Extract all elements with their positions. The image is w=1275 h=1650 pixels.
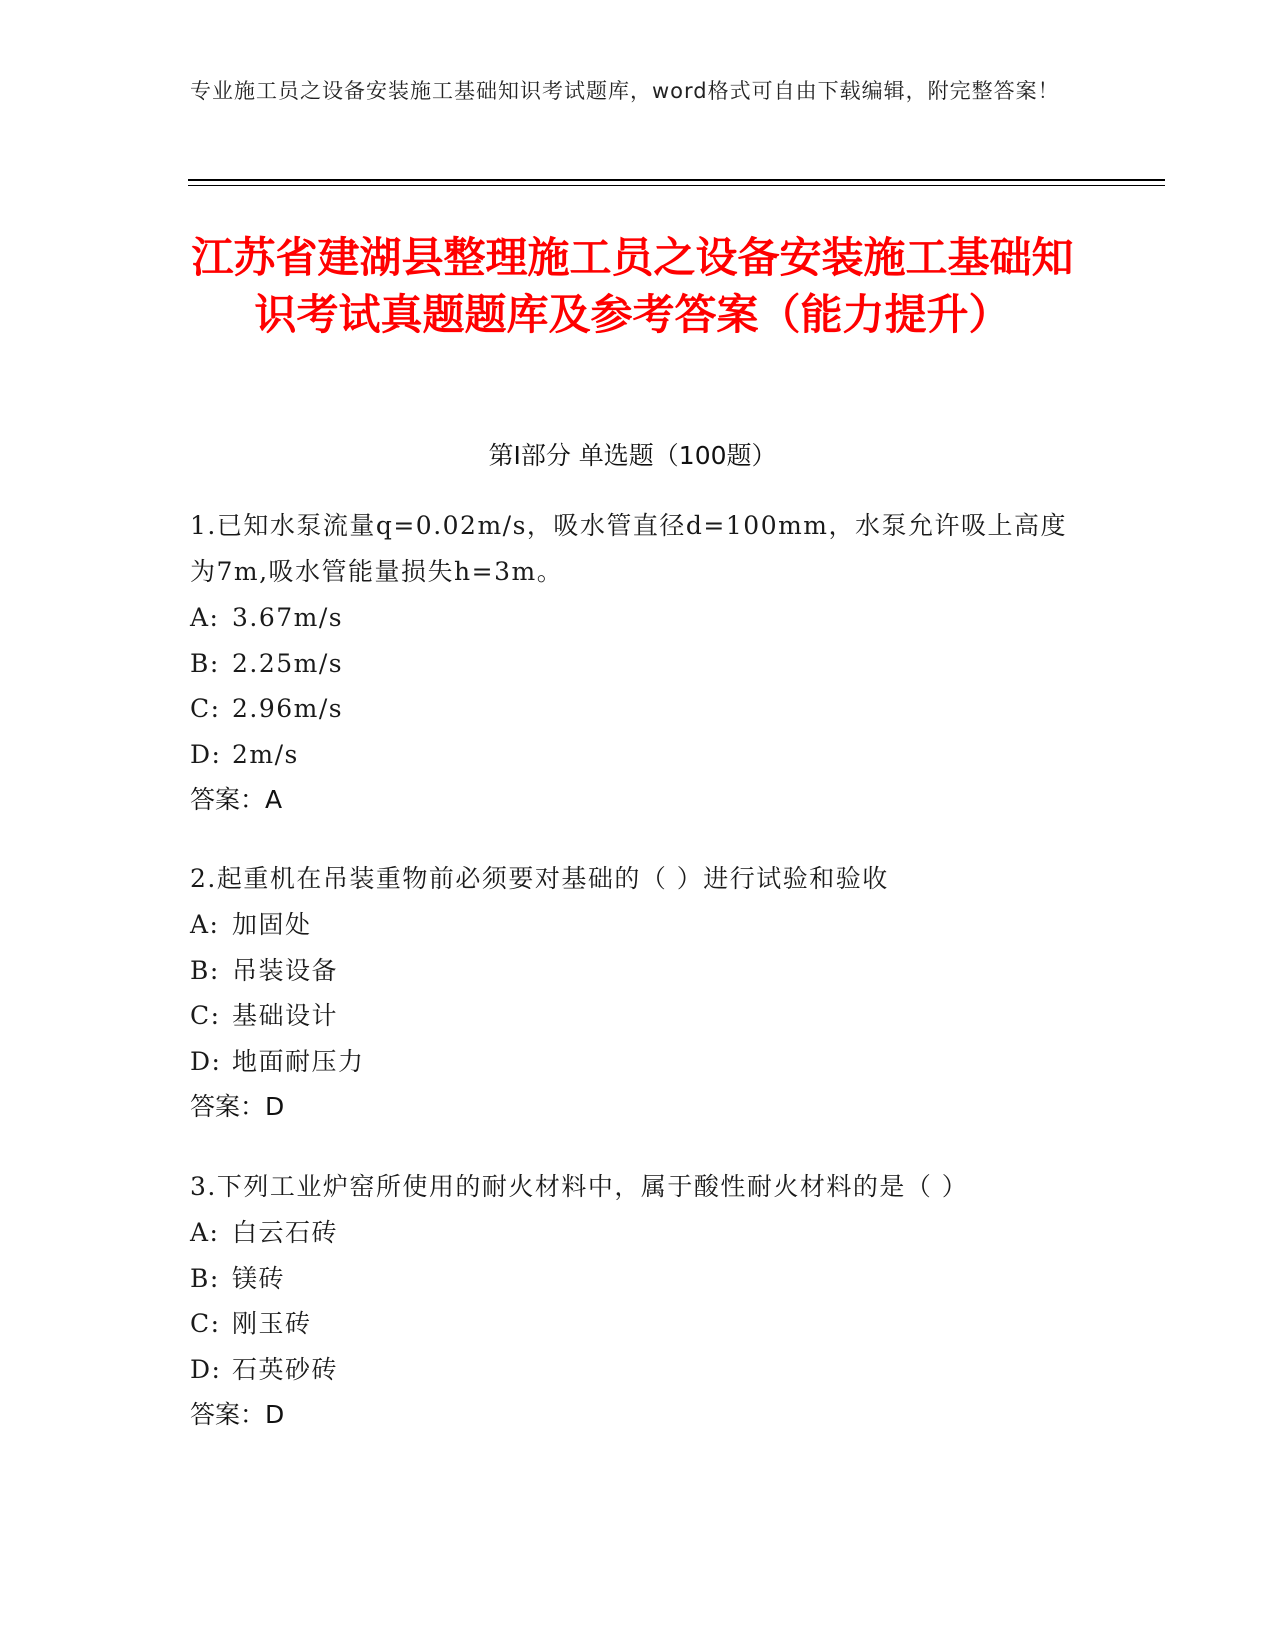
header-rule-thin (188, 185, 1165, 186)
option-text: 刚玉砖 (232, 1309, 312, 1338)
option-c (190, 993, 1090, 1039)
section-title: 第Ⅰ部分 单选题（100题） (488, 441, 777, 470)
question-stem: 2.起重机在吊装重物前必须要对基础的（ ）进行试验和验收 (190, 864, 889, 893)
option-text: 镁砖 (232, 1263, 286, 1293)
option-a (190, 1210, 1090, 1256)
option-key: C: (190, 694, 221, 723)
option-b (190, 948, 1090, 994)
header-rule-thick (188, 179, 1165, 181)
option-text: 2.96m/s (232, 694, 344, 723)
option-d (190, 1039, 1090, 1085)
option-b (190, 1256, 1090, 1302)
option-a (190, 902, 1090, 948)
answer-line: 答案：D (190, 1092, 285, 1121)
option-key: A: (190, 603, 220, 632)
option-a (190, 595, 1090, 641)
option-text: 吊装设备 (232, 955, 339, 985)
option-key: C: (190, 1309, 221, 1338)
option-key: B: (190, 1263, 220, 1293)
option-key: B: (190, 955, 220, 985)
header-note: 专业施工员之设备安装施工基础知识考试题库，word格式可自由下载编辑，附完整答案！ (190, 79, 1060, 103)
option-key: C: (190, 1001, 221, 1030)
option-key: D: (190, 739, 222, 769)
option-key: A: (190, 910, 220, 939)
option-text: 加固处 (232, 910, 312, 939)
option-d (190, 732, 1090, 778)
option-text: 基础设计 (232, 1001, 339, 1030)
option-c (190, 1301, 1090, 1347)
question-stem: 1.已知水泵流量q=0.02m/s，吸水管直径d=100mm，水泵允许吸上高度为7m,吸水管能量损失h=3m。 (190, 511, 1068, 586)
option-key: B: (190, 648, 220, 678)
option-text: 石英砂砖 (232, 1354, 339, 1384)
option-text: 地面耐压力 (232, 1046, 365, 1076)
question-2 (190, 856, 1090, 1130)
answer-line: 答案：A (190, 785, 283, 814)
option-text: 3.67m/s (232, 603, 344, 632)
question-1 (190, 503, 1090, 823)
option-key: D: (190, 1046, 222, 1076)
option-key: D: (190, 1354, 222, 1384)
option-key: A: (190, 1218, 220, 1247)
question-3 (190, 1164, 1090, 1438)
option-text: 2.25m/s (232, 648, 344, 678)
answer-line: 答案：D (190, 1400, 285, 1429)
document-title: 江苏省建湖县整理施工员之设备安装施工基础知识考试真题题库及参考答案（能力提升） (191, 233, 1074, 339)
option-c (190, 686, 1090, 732)
question-stem: 3.下列工业炉窑所使用的耐火材料中，属于酸性耐火材料的是（ ） (190, 1172, 969, 1201)
option-d (190, 1347, 1090, 1393)
option-text: 白云石砖 (232, 1218, 339, 1247)
option-text: 2m/s (232, 739, 299, 769)
option-b (190, 641, 1090, 687)
